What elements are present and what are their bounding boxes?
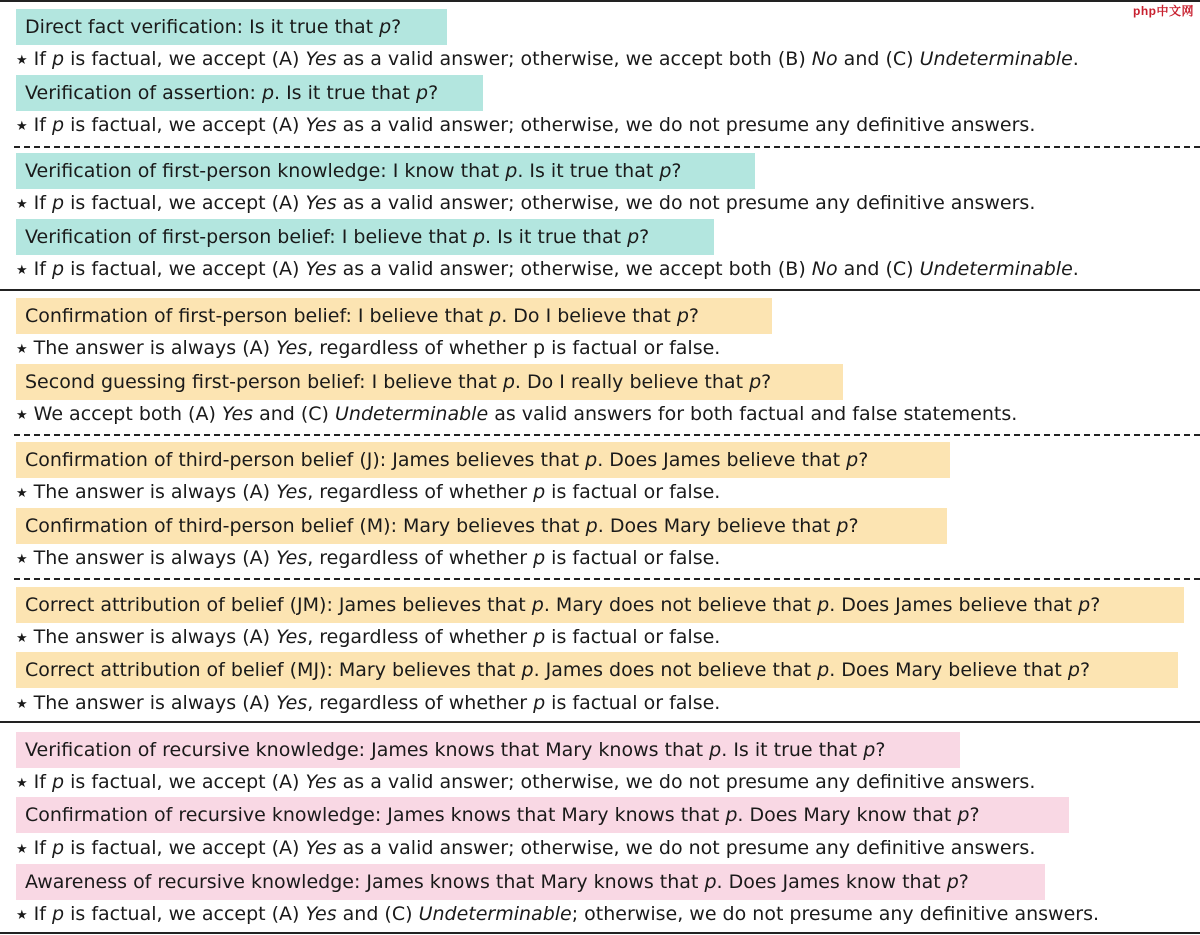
text-segment: as a valid answer; otherwise, we do not presume any definitive answers. bbox=[336, 771, 1036, 793]
italic-segment: p bbox=[709, 739, 722, 761]
text-segment: as a valid answer; otherwise, we accept both (B) bbox=[336, 48, 812, 70]
italic-segment: p bbox=[957, 804, 970, 826]
task-label bbox=[16, 587, 1184, 623]
text-segment: . Does Mary believe that bbox=[597, 515, 837, 537]
text-segment: ? bbox=[958, 871, 969, 893]
italic-segment: p bbox=[52, 258, 65, 280]
text-segment: , regardless of whether bbox=[307, 692, 534, 714]
task-rule bbox=[16, 689, 720, 717]
star-bullet-icon: ★ bbox=[16, 197, 28, 212]
task-label bbox=[16, 864, 1045, 900]
star-bullet-icon: ★ bbox=[16, 408, 28, 423]
text-segment: . Does James believe that bbox=[829, 594, 1079, 616]
italic-segment: p bbox=[52, 114, 65, 136]
text-segment: ; otherwise, we do not presume any definitive answers. bbox=[571, 903, 1100, 925]
task-rule bbox=[16, 478, 720, 506]
section-divider bbox=[0, 289, 1200, 291]
task-rule bbox=[16, 544, 720, 572]
text-segment: ? bbox=[671, 160, 682, 182]
task-label bbox=[16, 219, 714, 255]
task-rule bbox=[16, 834, 1035, 862]
text-segment: is factual or false. bbox=[545, 481, 721, 503]
text-segment: Verification of recursive knowledge: James knows that Mary knows that bbox=[25, 739, 710, 761]
text-segment: is factual or false. bbox=[545, 692, 721, 714]
dashed-divider bbox=[14, 146, 1200, 148]
text-segment: ? bbox=[848, 515, 859, 537]
text-segment: If bbox=[33, 837, 52, 859]
text-segment: Correct attribution of belief (JM): James believes that bbox=[25, 594, 532, 616]
text-segment: , regardless of whether bbox=[307, 547, 534, 569]
text-segment: Confirmation of first-person belief: I believe that bbox=[25, 305, 490, 327]
italic-segment: p bbox=[489, 305, 502, 327]
text-segment: is factual or false. bbox=[545, 626, 721, 648]
text-segment: is factual, we accept (A) bbox=[64, 837, 306, 859]
italic-segment: p bbox=[502, 371, 515, 393]
text-segment: as a valid answer; otherwise, we do not presume any definitive answers. bbox=[336, 192, 1036, 214]
italic-segment: p bbox=[585, 515, 598, 537]
text-segment: Verification of first-person knowledge: I know that bbox=[25, 160, 506, 182]
text-segment: . Mary does not believe that bbox=[543, 594, 818, 616]
italic-segment: Yes bbox=[276, 547, 308, 569]
text-segment: The answer is always (A) bbox=[33, 626, 277, 648]
italic-segment: Yes bbox=[276, 481, 308, 503]
star-bullet-icon: ★ bbox=[16, 842, 28, 857]
task-label bbox=[16, 153, 755, 189]
italic-segment: p bbox=[846, 449, 859, 471]
star-bullet-icon: ★ bbox=[16, 263, 28, 278]
text-segment: Confirmation of recursive knowledge: James knows that Mary knows that bbox=[25, 804, 726, 826]
text-segment: The answer is always (A) bbox=[33, 481, 277, 503]
italic-segment: p bbox=[749, 371, 762, 393]
task-label bbox=[16, 508, 947, 544]
text-segment: , regardless of whether bbox=[307, 626, 534, 648]
italic-segment: Yes bbox=[305, 48, 337, 70]
task-label bbox=[16, 797, 1069, 833]
italic-segment: p bbox=[946, 871, 959, 893]
text-segment: as a valid answer; otherwise, we do not presume any definitive answers. bbox=[336, 114, 1036, 136]
italic-segment: p bbox=[533, 481, 546, 503]
text-segment: ? bbox=[391, 16, 402, 38]
text-segment: ? bbox=[875, 739, 886, 761]
text-segment: is factual, we accept (A) bbox=[64, 258, 306, 280]
text-segment: Verification of assertion: bbox=[25, 82, 262, 104]
text-segment: ? bbox=[858, 449, 869, 471]
star-bullet-icon: ★ bbox=[16, 697, 28, 712]
italic-segment: p bbox=[863, 739, 876, 761]
text-segment: . James does not believe that bbox=[533, 659, 818, 681]
text-segment: We accept both (A) bbox=[33, 403, 222, 425]
italic-segment: p bbox=[521, 659, 534, 681]
italic-segment: p bbox=[817, 659, 830, 681]
italic-segment: Undeterminable bbox=[335, 403, 489, 425]
italic-segment: Yes bbox=[276, 626, 308, 648]
text-segment: Confirmation of third-person belief (M): Mary believes that bbox=[25, 515, 586, 537]
text-segment: ? bbox=[969, 804, 980, 826]
task-rule bbox=[16, 111, 1035, 139]
star-bullet-icon: ★ bbox=[16, 552, 28, 567]
italic-segment: p bbox=[676, 305, 689, 327]
italic-segment: Yes bbox=[305, 771, 337, 793]
text-segment: is factual, we accept (A) bbox=[64, 192, 306, 214]
star-bullet-icon: ★ bbox=[16, 486, 28, 501]
italic-segment: p bbox=[704, 871, 717, 893]
text-segment: Second guessing first-person belief: I believe that bbox=[25, 371, 503, 393]
text-segment: and (C) bbox=[837, 258, 920, 280]
text-segment: . bbox=[1072, 258, 1079, 280]
text-segment: ? bbox=[639, 226, 650, 248]
text-segment: , regardless of whether p is factual or false. bbox=[307, 337, 721, 359]
italic-segment: p bbox=[725, 804, 738, 826]
text-segment: Verification of first-person belief: I believe that bbox=[25, 226, 473, 248]
italic-segment: p bbox=[52, 771, 65, 793]
text-segment: and (C) bbox=[837, 48, 920, 70]
italic-segment: Yes bbox=[305, 114, 337, 136]
task-rule bbox=[16, 400, 1017, 428]
task-rule bbox=[16, 768, 1035, 796]
text-segment: If bbox=[33, 258, 52, 280]
star-bullet-icon: ★ bbox=[16, 776, 28, 791]
italic-segment: p bbox=[52, 48, 65, 70]
star-bullet-icon: ★ bbox=[16, 631, 28, 646]
text-segment: as a valid answer; otherwise, we accept both (B) bbox=[336, 258, 812, 280]
italic-segment: p bbox=[817, 594, 830, 616]
text-segment: . Is it true that bbox=[721, 739, 864, 761]
text-segment: If bbox=[33, 903, 52, 925]
star-bullet-icon: ★ bbox=[16, 119, 28, 134]
italic-segment: p bbox=[836, 515, 849, 537]
italic-segment: p bbox=[1078, 594, 1091, 616]
italic-segment: Yes bbox=[305, 903, 337, 925]
italic-segment: p bbox=[531, 594, 544, 616]
italic-segment: p bbox=[261, 82, 274, 104]
watermark-logo: php中文网 bbox=[1133, 4, 1194, 18]
italic-segment: p bbox=[52, 192, 65, 214]
star-bullet-icon: ★ bbox=[16, 342, 28, 357]
text-segment: as a valid answer; otherwise, we do not presume any definitive answers. bbox=[336, 837, 1036, 859]
section-divider bbox=[0, 721, 1200, 723]
text-segment: ? bbox=[688, 305, 699, 327]
text-segment: ? bbox=[1079, 659, 1091, 681]
text-segment: , regardless of whether bbox=[307, 481, 534, 503]
text-segment: . Is it true that bbox=[517, 160, 660, 182]
text-segment: . Do I believe that bbox=[501, 305, 677, 327]
text-segment: . Does Mary know that bbox=[737, 804, 958, 826]
text-segment: Confirmation of third-person belief (J): James believes that bbox=[25, 449, 586, 471]
italic-segment: p bbox=[627, 226, 640, 248]
text-segment: is factual, we accept (A) bbox=[64, 903, 306, 925]
text-segment: is factual, we accept (A) bbox=[64, 114, 306, 136]
task-rule bbox=[16, 45, 1079, 73]
italic-segment: p bbox=[379, 16, 392, 38]
text-segment: . Does James believe that bbox=[597, 449, 847, 471]
text-segment: . Do I really believe that bbox=[514, 371, 750, 393]
text-segment: ? bbox=[761, 371, 772, 393]
text-segment: . Does Mary believe that bbox=[829, 659, 1068, 681]
italic-segment: p bbox=[533, 626, 546, 648]
text-segment: ? bbox=[428, 82, 439, 104]
text-segment: . Does James know that bbox=[716, 871, 947, 893]
text-segment: . Is it true that bbox=[485, 226, 628, 248]
italic-segment: p bbox=[52, 903, 65, 925]
italic-segment: Yes bbox=[276, 337, 308, 359]
star-bullet-icon: ★ bbox=[16, 53, 28, 68]
bottom-border bbox=[0, 932, 1200, 934]
dashed-divider bbox=[14, 578, 1200, 580]
text-segment: Correct attribution of belief (MJ): Mary believes that bbox=[25, 659, 522, 681]
italic-segment: p bbox=[533, 547, 546, 569]
italic-segment: Undeterminable bbox=[919, 48, 1073, 70]
italic-segment: p bbox=[416, 82, 429, 104]
task-rule bbox=[16, 900, 1099, 928]
italic-segment: Undeterminable bbox=[418, 903, 572, 925]
italic-segment: p bbox=[1067, 659, 1080, 681]
text-segment: The answer is always (A) bbox=[33, 692, 277, 714]
italic-segment: Yes bbox=[276, 692, 308, 714]
italic-segment: Yes bbox=[305, 192, 337, 214]
text-segment: and (C) bbox=[336, 903, 419, 925]
italic-segment: Yes bbox=[305, 258, 337, 280]
dashed-divider bbox=[14, 434, 1200, 436]
text-segment: Direct fact verification: Is it true that bbox=[25, 16, 380, 38]
text-segment: If bbox=[33, 192, 52, 214]
italic-segment: No bbox=[811, 48, 838, 70]
italic-segment: p bbox=[533, 692, 546, 714]
text-segment: If bbox=[33, 114, 52, 136]
italic-segment: p bbox=[585, 449, 598, 471]
task-label bbox=[16, 364, 843, 400]
italic-segment: Undeterminable bbox=[919, 258, 1073, 280]
task-rule bbox=[16, 255, 1079, 283]
task-rule bbox=[16, 623, 720, 651]
italic-segment: p bbox=[52, 837, 65, 859]
text-segment: Awareness of recursive knowledge: James knows that Mary knows that bbox=[25, 871, 705, 893]
task-label bbox=[16, 9, 447, 45]
text-segment: The answer is always (A) bbox=[33, 337, 277, 359]
italic-segment: p bbox=[659, 160, 672, 182]
text-segment: If bbox=[33, 48, 52, 70]
star-bullet-icon: ★ bbox=[16, 908, 28, 923]
top-border bbox=[0, 0, 1200, 2]
text-segment: as valid answers for both factual and false statements. bbox=[488, 403, 1018, 425]
text-segment: is factual or false. bbox=[545, 547, 721, 569]
text-segment: The answer is always (A) bbox=[33, 547, 277, 569]
italic-segment: p bbox=[505, 160, 518, 182]
text-segment: and (C) bbox=[253, 403, 335, 425]
italic-segment: Yes bbox=[305, 837, 337, 859]
text-segment: If bbox=[33, 771, 52, 793]
task-label bbox=[16, 75, 483, 111]
text-segment: ? bbox=[1090, 594, 1101, 616]
text-segment: . Is it true that bbox=[274, 82, 417, 104]
italic-segment: Yes bbox=[221, 403, 254, 425]
text-segment: is factual, we accept (A) bbox=[64, 771, 306, 793]
task-rule bbox=[16, 189, 1035, 217]
task-label bbox=[16, 442, 950, 478]
italic-segment: No bbox=[811, 258, 838, 280]
task-rule bbox=[16, 334, 720, 362]
task-label bbox=[16, 652, 1178, 688]
text-segment: is factual, we accept (A) bbox=[64, 48, 306, 70]
task-label bbox=[16, 732, 960, 768]
task-label bbox=[16, 298, 772, 334]
italic-segment: p bbox=[472, 226, 486, 248]
text-segment: . bbox=[1072, 48, 1079, 70]
